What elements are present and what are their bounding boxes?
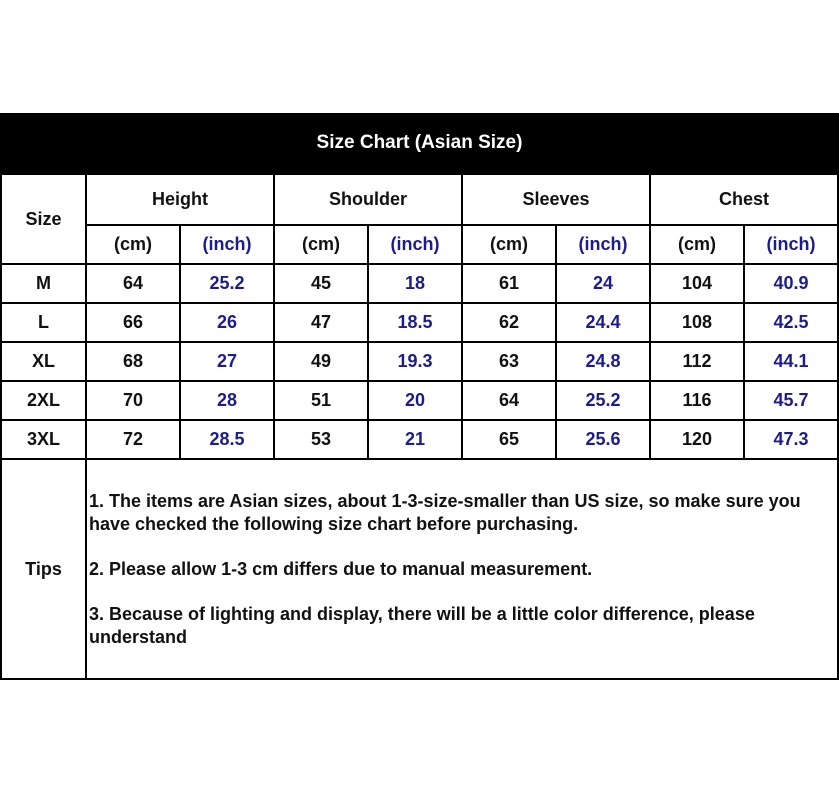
table-row <box>1 381 838 420</box>
unit-cm: (cm) <box>274 225 368 264</box>
value-cell: 53 <box>274 420 368 459</box>
unit-cm: (cm) <box>86 225 180 264</box>
value-cell: 28.5 <box>180 420 274 459</box>
shoulder-header: Shoulder <box>274 174 462 225</box>
size-cell: 2XL <box>1 381 86 420</box>
tips-row <box>1 459 838 679</box>
height-header: Height <box>86 174 274 225</box>
unit-cm: (cm) <box>462 225 556 264</box>
value-cell: 64 <box>462 381 556 420</box>
value-cell: 44.1 <box>744 342 838 381</box>
table-row <box>1 264 838 303</box>
value-cell: 45 <box>274 264 368 303</box>
value-cell: 20 <box>368 381 462 420</box>
chest-header: Chest <box>650 174 838 225</box>
value-cell: 27 <box>180 342 274 381</box>
table-row <box>1 420 838 459</box>
value-cell: 28 <box>180 381 274 420</box>
unit-header-row <box>1 225 838 264</box>
unit-inch: (inch) <box>744 225 838 264</box>
value-cell: 18 <box>368 264 462 303</box>
value-cell: 108 <box>650 303 744 342</box>
value-cell: 70 <box>86 381 180 420</box>
tips-label: Tips <box>1 459 86 679</box>
value-cell: 26 <box>180 303 274 342</box>
value-cell: 24.4 <box>556 303 650 342</box>
table-row <box>1 342 838 381</box>
value-cell: 19.3 <box>368 342 462 381</box>
value-cell: 62 <box>462 303 556 342</box>
size-cell: 3XL <box>1 420 86 459</box>
value-cell: 24 <box>556 264 650 303</box>
value-cell: 104 <box>650 264 744 303</box>
value-cell: 116 <box>650 381 744 420</box>
unit-inch: (inch) <box>556 225 650 264</box>
unit-inch: (inch) <box>368 225 462 264</box>
value-cell: 61 <box>462 264 556 303</box>
value-cell: 47.3 <box>744 420 838 459</box>
size-cell: M <box>1 264 86 303</box>
value-cell: 64 <box>86 264 180 303</box>
value-cell: 112 <box>650 342 744 381</box>
value-cell: 65 <box>462 420 556 459</box>
value-cell: 63 <box>462 342 556 381</box>
value-cell: 25.2 <box>556 381 650 420</box>
value-cell: 42.5 <box>744 303 838 342</box>
tip-item: 3. Because of lighting and display, there will be a little color difference, please understand <box>89 603 755 647</box>
value-cell: 47 <box>274 303 368 342</box>
value-cell: 40.9 <box>744 264 838 303</box>
value-cell: 24.8 <box>556 342 650 381</box>
size-cell: L <box>1 303 86 342</box>
sleeves-header: Sleeves <box>462 174 650 225</box>
size-chart-table <box>0 173 839 680</box>
unit-cm: (cm) <box>650 225 744 264</box>
tip-item: 2. Please allow 1-3 cm differs due to manual measurement. <box>89 558 593 579</box>
value-cell: 66 <box>86 303 180 342</box>
table-row <box>1 303 838 342</box>
value-cell: 49 <box>274 342 368 381</box>
size-chart-title: Size Chart (Asian Size) <box>0 113 839 173</box>
tips-content <box>86 459 838 679</box>
value-cell: 72 <box>86 420 180 459</box>
value-cell: 45.7 <box>744 381 838 420</box>
size-cell: XL <box>1 342 86 381</box>
value-cell: 51 <box>274 381 368 420</box>
group-header-row <box>1 174 838 225</box>
tip-item: 1. The items are Asian sizes, about 1-3-size-smaller than US size, so make sure you have checked the following size chart before purchasing. <box>89 490 801 534</box>
value-cell: 18.5 <box>368 303 462 342</box>
size-header: Size <box>1 174 86 264</box>
value-cell: 25.2 <box>180 264 274 303</box>
value-cell: 68 <box>86 342 180 381</box>
value-cell: 25.6 <box>556 420 650 459</box>
value-cell: 21 <box>368 420 462 459</box>
value-cell: 120 <box>650 420 744 459</box>
unit-inch: (inch) <box>180 225 274 264</box>
